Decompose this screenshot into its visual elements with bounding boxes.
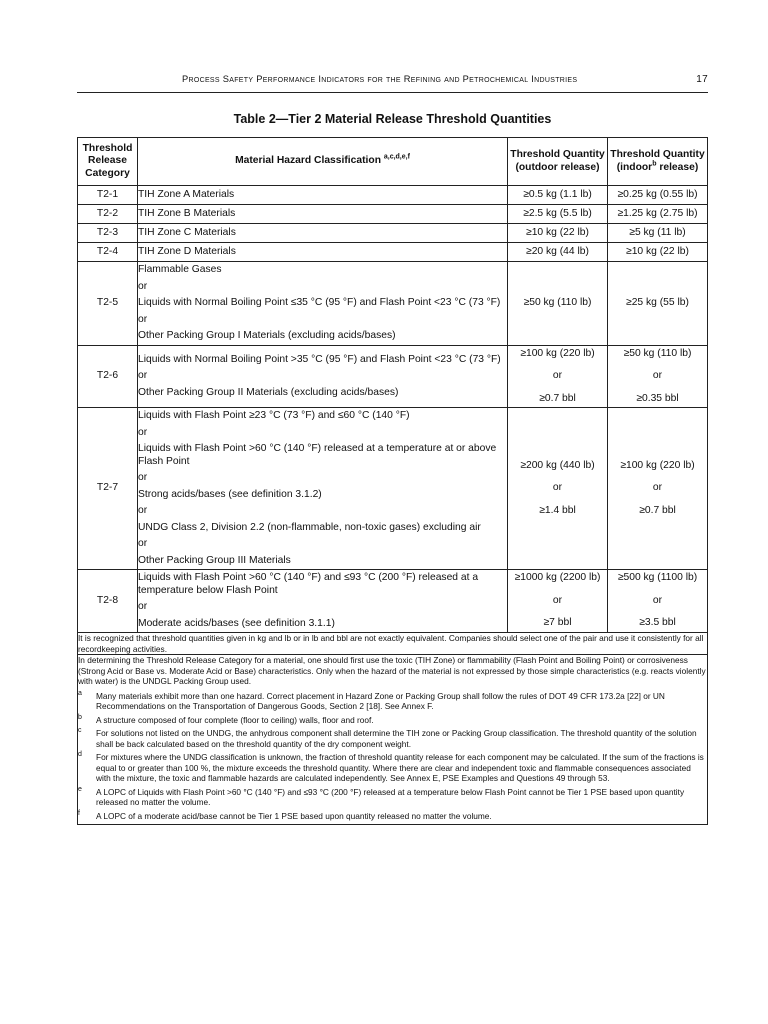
footnote-text: A structure composed of four complete (floor to ceiling) walls, floor and roof. xyxy=(96,714,374,725)
indoor-quantity-line: ≥50 kg (110 lb) xyxy=(623,347,692,359)
material-line: TIH Zone A Materials xyxy=(138,188,235,200)
footnote-letter: d xyxy=(78,751,82,758)
material-line: Liquids with Flash Point >60 °C (140 °F) released at a temperature at or above Flash Point xyxy=(138,443,497,467)
footnote-letter: b xyxy=(78,713,82,721)
col-header-category: Threshold Release Category xyxy=(78,138,138,186)
footnote-list xyxy=(78,691,707,822)
material-line: Moderate acids/bases (see definition 3.1.1) xyxy=(138,617,335,629)
row-outdoor-quantity xyxy=(508,570,608,633)
indoor-quantity-line: ≥1.25 kg (2.75 lb) xyxy=(617,207,698,219)
row-indoor-quantity xyxy=(608,205,708,224)
footnote xyxy=(78,715,707,726)
outdoor-quantity-line: ≥0.7 bbl xyxy=(539,392,576,404)
row-indoor-quantity xyxy=(608,570,708,633)
footnote xyxy=(78,728,707,749)
row-category: T2-2 xyxy=(78,205,138,224)
material-line: or xyxy=(138,472,148,483)
row-material xyxy=(138,570,508,633)
outdoor-quantity-line: ≥7 bbl xyxy=(543,617,572,629)
row-outdoor-quantity xyxy=(508,408,608,570)
outdoor-quantity-line: ≥100 kg (220 lb) xyxy=(520,347,595,359)
material-line: UNDG Class 2, Division 2.2 (non-flammable, non-toxic gases) excluding air xyxy=(138,521,481,533)
table-row xyxy=(78,345,708,408)
material-line: TIH Zone B Materials xyxy=(138,207,236,219)
footnote-text: Many materials exhibit more than one hazard. Correct placement in Hazard Zone or Packing Group shall follow the rules of DOT 49 CFR 173.2a [22] or UN Recommendations on the Transportation of Dangerous Goods, Section 2 [18]. See Annex F. xyxy=(96,690,665,711)
note-equivalence: It is recognized that threshold quantities given in kg and lb or in lb and bbl are not exactly equivalent. Companies should select one of the pair and use it consistently for all recordkeeping activities. xyxy=(78,633,708,655)
indoor-quantity-line: ≥0.35 bbl xyxy=(636,392,679,404)
indoor-quantity-line: ≥0.7 bbl xyxy=(639,504,676,516)
outdoor-quantity-line: or xyxy=(552,370,563,381)
col-header-indoor-a: Threshold Quantity (indoor xyxy=(610,149,705,173)
row-outdoor-quantity xyxy=(508,205,608,224)
outdoor-quantity-line: ≥20 kg (44 lb) xyxy=(526,245,589,257)
row-category: T2-6 xyxy=(78,345,138,408)
material-line: Liquids with Normal Boiling Point >35 °C (95 °F) and Flash Point <23 °C (73 °F) xyxy=(138,353,501,365)
threshold-table xyxy=(77,137,708,825)
row-indoor-quantity xyxy=(608,408,708,570)
footnote-letter: c xyxy=(78,727,82,734)
material-line: Strong acids/bases (see definition 3.1.2) xyxy=(138,488,322,500)
col-header-material-text: Material Hazard Classification xyxy=(235,155,381,167)
row-indoor-quantity xyxy=(608,345,708,408)
footnote-text: A LOPC of Liquids with Flash Point >60 °C (140 °F) and ≤93 °C (200 °F) released at a temperature below Flash Point cannot be Tier 1 PSE based upon quantity released no matter the volume. xyxy=(96,786,685,807)
row-indoor-quantity xyxy=(608,224,708,243)
row-material xyxy=(138,262,508,346)
col-header-material xyxy=(138,138,508,186)
material-line: or xyxy=(138,370,148,381)
row-material xyxy=(138,224,508,243)
table-row xyxy=(78,408,708,570)
indoor-quantity-line: ≥100 kg (220 lb) xyxy=(620,459,695,471)
row-category: T2-8 xyxy=(78,570,138,633)
material-line: Flammable Gases xyxy=(138,264,222,275)
material-line: Liquids with Flash Point >60 °C (140 °F) and ≤93 °C (200 °F) released at a temperature below Flash Point xyxy=(138,572,479,596)
footnote-letter: e xyxy=(78,785,82,793)
indoor-quantity-line: ≥3.5 bbl xyxy=(639,617,676,629)
row-material xyxy=(138,408,508,570)
note-determination: In determining the Threshold Release Category for a material, one should first use the toxic (TIH Zone) or flammability (Flash Point and Boiling Point) or corrosiveness (Strong Acid or Base vs. Moderate Acid or Base) characteristics. Only when the hazard of the material is not expressed by those simple characteristics (e.g. reacts violently with water) is the UNDGL Packing Group used. xyxy=(78,655,706,686)
row-material xyxy=(138,243,508,262)
footnote xyxy=(78,752,707,784)
indoor-quantity-line: or xyxy=(652,370,663,381)
row-category: T2-4 xyxy=(78,243,138,262)
material-line: or xyxy=(138,601,148,612)
footnote-text: For solutions not listed on the UNDG, the anhydrous component shall determine the TIH zone or Packing Group classification. The threshold quantity of the solution shall be back calculated based on the threshold quantity of the dry component weight. xyxy=(96,728,697,749)
outdoor-quantity-line: or xyxy=(552,482,563,494)
running-header xyxy=(77,74,708,90)
row-category: T2-5 xyxy=(78,262,138,346)
col-header-indoor-sup: b xyxy=(652,160,657,168)
row-category: T2-7 xyxy=(78,408,138,570)
material-line: Liquids with Normal Boiling Point ≤35 °C (95 °F) and Flash Point <23 °C (73 °F) xyxy=(138,297,501,308)
outdoor-quantity-line: ≥50 kg (110 lb) xyxy=(523,297,592,308)
material-line: Other Packing Group III Materials xyxy=(138,554,291,566)
material-line: Liquids with Flash Point ≥23 °C (73 °F) and ≤60 °C (140 °F) xyxy=(138,410,410,421)
table-header-row xyxy=(78,138,708,186)
row-indoor-quantity xyxy=(608,243,708,262)
outdoor-quantity-line: ≥10 kg (22 lb) xyxy=(526,226,589,238)
table-row xyxy=(78,186,708,205)
note-footnotes-row xyxy=(78,655,708,825)
row-category: T2-3 xyxy=(78,224,138,243)
indoor-quantity-line: ≥500 kg (1100 lb) xyxy=(617,572,698,584)
footnote-letter: a xyxy=(78,689,82,697)
table-row xyxy=(78,262,708,346)
table-body xyxy=(78,186,708,633)
footnotes-cell xyxy=(78,655,708,825)
table-title: Table 2—Tier 2 Material Release Threshold Quantities xyxy=(233,112,552,126)
row-outdoor-quantity xyxy=(508,243,608,262)
indoor-quantity-line: or xyxy=(652,594,663,606)
material-line: Other Packing Group II Materials (excluding acids/bases) xyxy=(138,386,399,398)
outdoor-quantity-line: or xyxy=(552,594,563,606)
col-header-indoor xyxy=(608,138,708,186)
table-row xyxy=(78,570,708,633)
indoor-quantity-line: or xyxy=(652,482,663,494)
indoor-quantity-line: ≥10 kg (22 lb) xyxy=(626,245,689,257)
footnote-letter: f xyxy=(78,809,80,817)
indoor-quantity-line: ≥25 kg (55 lb) xyxy=(626,297,689,308)
material-line: TIH Zone D Materials xyxy=(138,245,236,257)
col-header-outdoor: Threshold Quantity (outdoor release) xyxy=(508,138,608,186)
col-header-material-sup: a,c,d,e,f xyxy=(383,153,410,161)
indoor-quantity-line: ≥5 kg (11 lb) xyxy=(629,226,686,238)
table-row xyxy=(78,224,708,243)
row-indoor-quantity xyxy=(608,186,708,205)
material-line: or xyxy=(138,280,148,292)
footnote xyxy=(78,787,707,808)
row-outdoor-quantity xyxy=(508,224,608,243)
table-row xyxy=(78,205,708,224)
outdoor-quantity-line: ≥0.5 kg (1.1 lb) xyxy=(523,188,592,200)
indoor-quantity-line: ≥0.25 kg (0.55 lb) xyxy=(617,188,698,200)
table-row xyxy=(78,243,708,262)
outdoor-quantity-line: ≥200 kg (440 lb) xyxy=(520,459,595,471)
outdoor-quantity-line: ≥1000 kg (2200 lb) xyxy=(514,572,601,584)
material-line: TIH Zone C Materials xyxy=(138,226,236,238)
col-header-indoor-b: release) xyxy=(656,161,699,173)
material-line: Other Packing Group I Materials (excluding acids/bases) xyxy=(138,330,396,341)
material-line: or xyxy=(138,505,148,516)
note-equivalence-row xyxy=(78,633,708,655)
material-line: or xyxy=(138,538,148,549)
material-line: or xyxy=(138,426,148,438)
row-indoor-quantity xyxy=(608,262,708,346)
material-line: or xyxy=(138,313,148,325)
footnote-text: A LOPC of a moderate acid/base cannot be Tier 1 PSE based upon quantity released no matter the volume. xyxy=(96,810,492,821)
footnote xyxy=(78,811,707,822)
header-rule xyxy=(77,92,708,93)
footnote xyxy=(78,691,707,712)
outdoor-quantity-line: ≥2.5 kg (5.5 lb) xyxy=(523,207,592,219)
page-number: 17 xyxy=(696,74,708,85)
row-outdoor-quantity xyxy=(508,262,608,346)
footnote-text: For mixtures where the UNDG classification is unknown, the fraction of threshold quantity release for each component may be calculated. If the sum of the fractions is equal to or greater than 100 %, the mixture exceeds the threshold quantity. Where there are clear and independent toxic and flammable consequences associated with the mixture, the toxic and flammable hazards are calculated independently. See Annex E, PSE Examples and Questions 49 through 53. xyxy=(96,752,704,783)
running-title: Process Safety Performance Indicators for the Refining and Petrochemical Industries xyxy=(182,74,578,84)
outdoor-quantity-line: ≥1.4 bbl xyxy=(539,504,576,516)
row-category: T2-1 xyxy=(78,186,138,205)
row-material xyxy=(138,205,508,224)
row-outdoor-quantity xyxy=(508,345,608,408)
row-material xyxy=(138,345,508,408)
row-material xyxy=(138,186,508,205)
row-outdoor-quantity xyxy=(508,186,608,205)
